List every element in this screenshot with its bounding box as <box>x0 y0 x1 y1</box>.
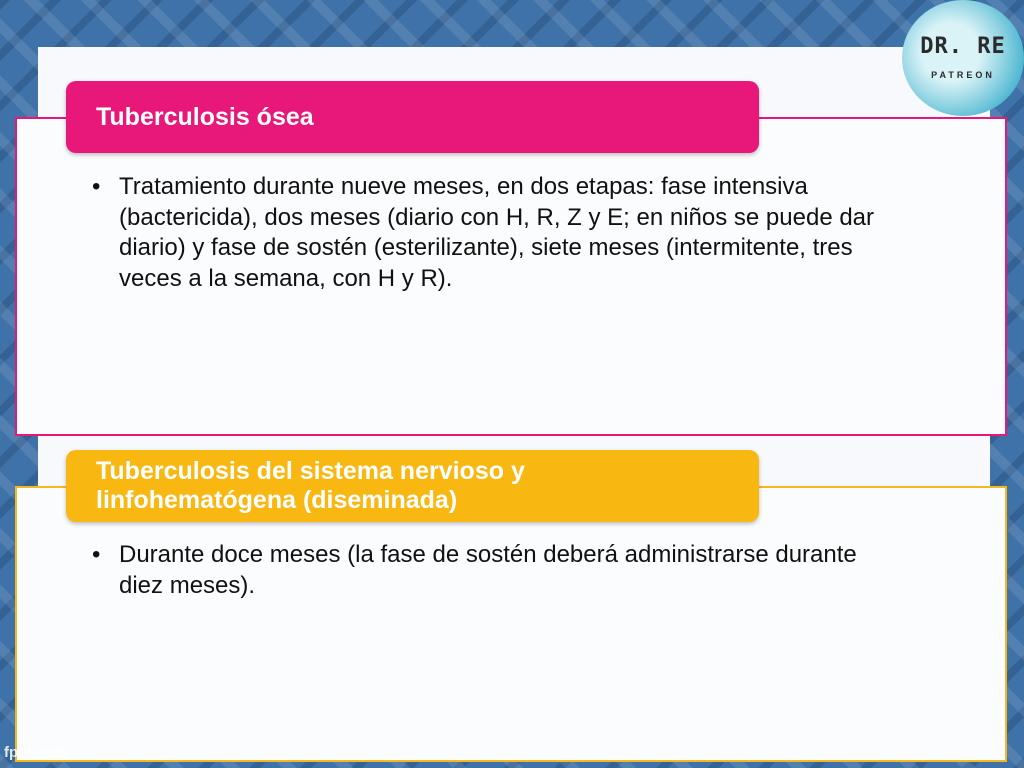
bullet-item <box>92 540 902 601</box>
section-title: Tuberculosis ósea <box>96 102 314 131</box>
bullet-text: Durante doce meses (la fase de sostén deberá administrarse durante diez meses). <box>119 541 857 599</box>
section-header-bone-tb <box>66 81 759 153</box>
section-box-nervous-tb <box>15 486 1007 762</box>
dr-re-logo <box>902 0 1024 116</box>
section-title-line-1: Tuberculosis del sistema nervioso y <box>96 457 525 485</box>
section-title-line-2: linfohematógena (diseminada) <box>96 486 458 514</box>
logo-main-text: DR. RE <box>920 34 1006 59</box>
section-header-nervous-tb <box>66 450 759 522</box>
bullet-dot: • <box>92 173 101 200</box>
bullet-text: Tratamiento durante nueve meses, en dos etapas: fase intensiva (bactericida), dos meses (diario con H, R, Z y E; en niños se puede dar diario) y fase de sostén (esterilizante), siete meses (intermitente, tres veces a la semana, con H y R). <box>119 173 875 292</box>
watermark: fpot.com <box>4 744 68 761</box>
bullet-dot: • <box>92 541 101 568</box>
bullet-item <box>92 172 902 294</box>
logo-sub-text: PATREON <box>931 70 995 80</box>
